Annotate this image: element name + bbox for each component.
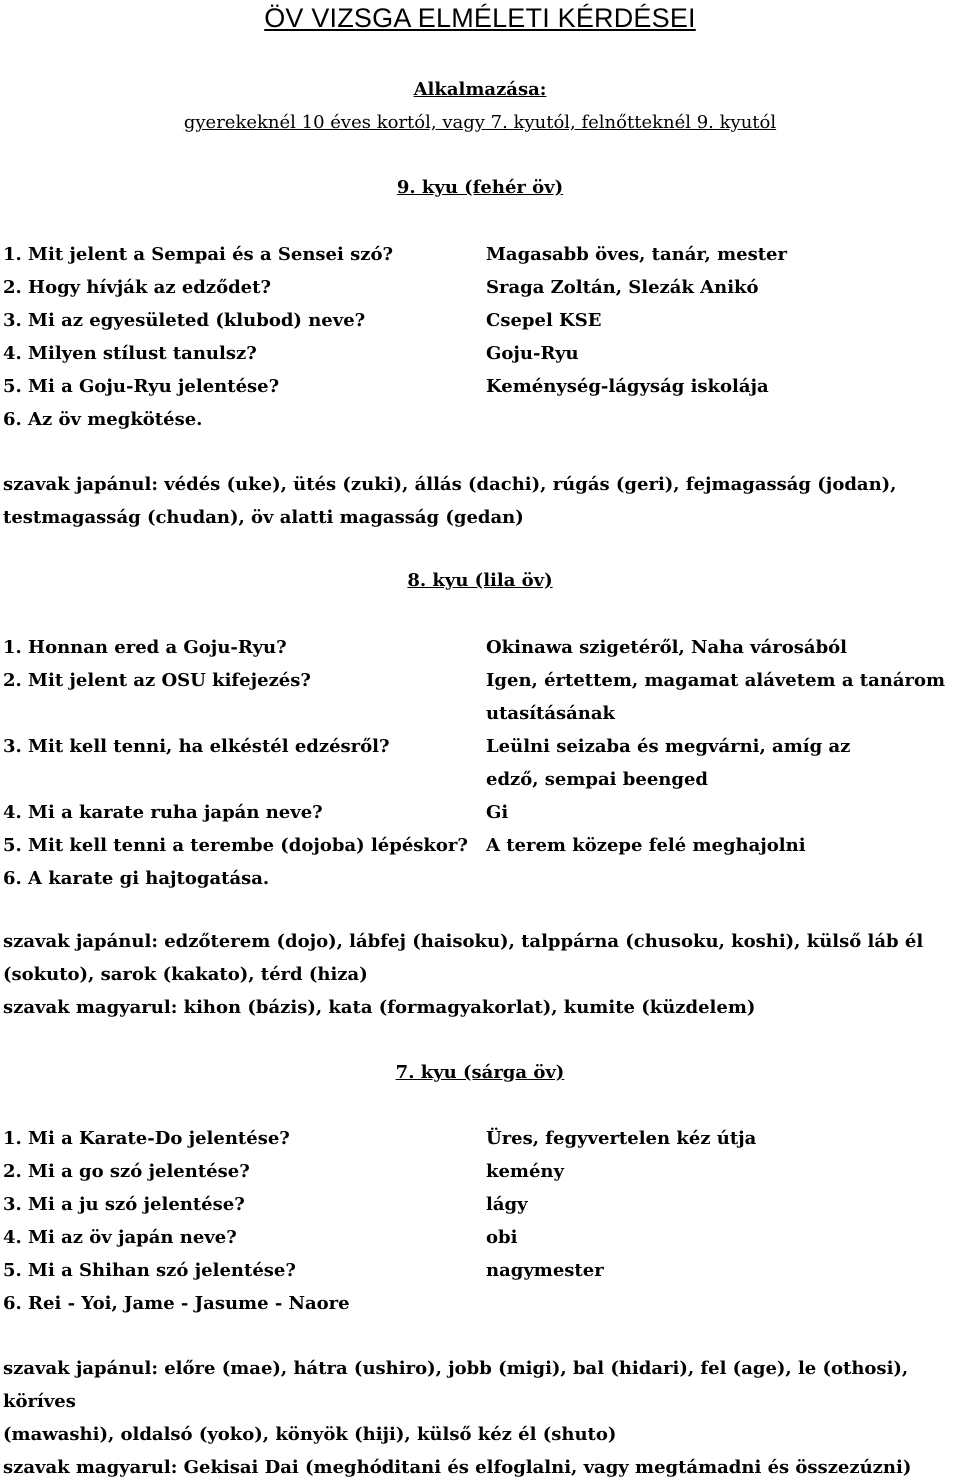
answer: edző, sempai beenged bbox=[486, 769, 708, 790]
words-line: szavak magyarul: Gekisai Dai (meghóditani és elfoglalni, vagy megtámadni és összezúzni) bbox=[3, 1457, 912, 1478]
kyu9-qa-list bbox=[3, 238, 953, 436]
question: 5. Mit kell tenni a terembe (dojoba) lépéskor? bbox=[3, 835, 468, 856]
question: 2. Mit jelent az OSU kifejezés? bbox=[3, 670, 311, 691]
page-title: ÖV VIZSGA ELMÉLETI KÉRDÉSEI bbox=[264, 3, 696, 33]
question: 4. Milyen stílust tanulsz? bbox=[3, 343, 257, 364]
list-item bbox=[3, 631, 953, 664]
kyu8-words bbox=[3, 925, 953, 1024]
list-item bbox=[3, 829, 953, 862]
list-item bbox=[3, 304, 953, 337]
words-line: (sokuto), sarok (kakato), térd (hiza) bbox=[3, 964, 368, 985]
question: 6. A karate gi hajtogatása. bbox=[3, 868, 270, 889]
list-item bbox=[3, 1221, 953, 1254]
list-item bbox=[3, 1254, 953, 1287]
question: 3. Mit kell tenni, ha elkéstél edzésről? bbox=[3, 736, 390, 757]
answer: Üres, fegyvertelen kéz útja bbox=[486, 1128, 757, 1149]
answer: Sraga Zoltán, Slezák Anikó bbox=[486, 277, 759, 298]
question: 6. Az öv megkötése. bbox=[3, 409, 203, 430]
kyu8-heading: 8. kyu (lila öv) bbox=[407, 570, 553, 591]
answer: kemény bbox=[486, 1161, 564, 1182]
question: 3. Mi a ju szó jelentése? bbox=[3, 1194, 245, 1215]
kyu8-qa-list bbox=[3, 631, 953, 895]
list-item bbox=[3, 730, 953, 763]
list-item bbox=[3, 1188, 953, 1221]
answer: lágy bbox=[486, 1194, 528, 1215]
answer: Magasabb öves, tanár, mester bbox=[486, 244, 787, 265]
question: 1. Honnan ered a Goju-Ryu? bbox=[3, 637, 287, 658]
words-line: szavak magyarul: kihon (bázis), kata (formagyakorlat), kumite (küzdelem) bbox=[3, 997, 756, 1018]
words-line: szavak japánul: előre (mae), hátra (ushiro), jobb (migi), bal (hidari), fel (age), le (othosi), köríves bbox=[3, 1358, 909, 1412]
question: 1. Mit jelent a Sempai és a Sensei szó? bbox=[3, 244, 394, 265]
kyu9-words-japanese bbox=[3, 468, 953, 534]
list-item bbox=[3, 238, 953, 271]
list-item bbox=[3, 763, 953, 796]
list-item bbox=[3, 664, 953, 697]
question: 2. Mi a go szó jelentése? bbox=[3, 1161, 250, 1182]
application-text: gyerekeknél 10 éves kortól, vagy 7. kyutól, felnőtteknél 9. kyutól bbox=[183, 112, 777, 133]
list-item bbox=[3, 403, 953, 436]
kyu9-heading: 9. kyu (fehér öv) bbox=[396, 177, 564, 198]
answer: Keménység-lágyság iskolája bbox=[486, 376, 769, 397]
kyu7-qa-list bbox=[3, 1122, 953, 1320]
question: 3. Mi az egyesületed (klubod) neve? bbox=[3, 310, 366, 331]
question: 5. Mi a Shihan szó jelentése? bbox=[3, 1260, 296, 1281]
list-item bbox=[3, 1155, 953, 1188]
answer: Gi bbox=[486, 802, 509, 823]
words-line: szavak japánul: edzőterem (dojo), lábfej (haisoku), talppárna (chusoku, koshi), külső láb él bbox=[3, 931, 924, 952]
list-item bbox=[3, 697, 953, 730]
list-item bbox=[3, 337, 953, 370]
list-item bbox=[3, 1122, 953, 1155]
words-line: testmagasság (chudan), öv alatti magasság (gedan) bbox=[3, 507, 524, 528]
answer: utasításának bbox=[486, 703, 616, 724]
answer: Csepel KSE bbox=[486, 310, 602, 331]
list-item bbox=[3, 796, 953, 829]
question: 4. Mi az öv japán neve? bbox=[3, 1227, 237, 1248]
application-label: Alkalmazása: bbox=[413, 79, 547, 100]
answer: Okinawa szigetéről, Naha városából bbox=[486, 637, 847, 658]
words-line: szavak japánul: védés (uke), ütés (zuki), állás (dachi), rúgás (geri), fejmagasság (jodan), bbox=[3, 474, 897, 495]
answer: Leülni seizaba és megvárni, amíg az bbox=[486, 736, 851, 757]
answer: obi bbox=[486, 1227, 518, 1248]
words-line: (mawashi), oldalsó (yoko), könyök (hiji), külső kéz él (shuto) bbox=[3, 1424, 617, 1445]
question: 2. Hogy hívják az edződet? bbox=[3, 277, 271, 298]
question: 1. Mi a Karate-Do jelentése? bbox=[3, 1128, 290, 1149]
list-item bbox=[3, 862, 953, 895]
answer: nagymester bbox=[486, 1260, 604, 1281]
list-item bbox=[3, 1287, 953, 1320]
list-item bbox=[3, 370, 953, 403]
question: 5. Mi a Goju-Ryu jelentése? bbox=[3, 376, 280, 397]
question: 6. Rei - Yoi, Jame - Jasume - Naore bbox=[3, 1293, 350, 1314]
kyu7-words bbox=[3, 1352, 953, 1484]
question: 4. Mi a karate ruha japán neve? bbox=[3, 802, 323, 823]
answer: Igen, értettem, magamat alávetem a tanárom bbox=[486, 670, 946, 691]
list-item bbox=[3, 271, 953, 304]
answer: A terem közepe felé meghajolni bbox=[486, 835, 806, 856]
answer: Goju-Ryu bbox=[486, 343, 579, 364]
kyu7-heading: 7. kyu (sárga öv) bbox=[395, 1062, 565, 1083]
